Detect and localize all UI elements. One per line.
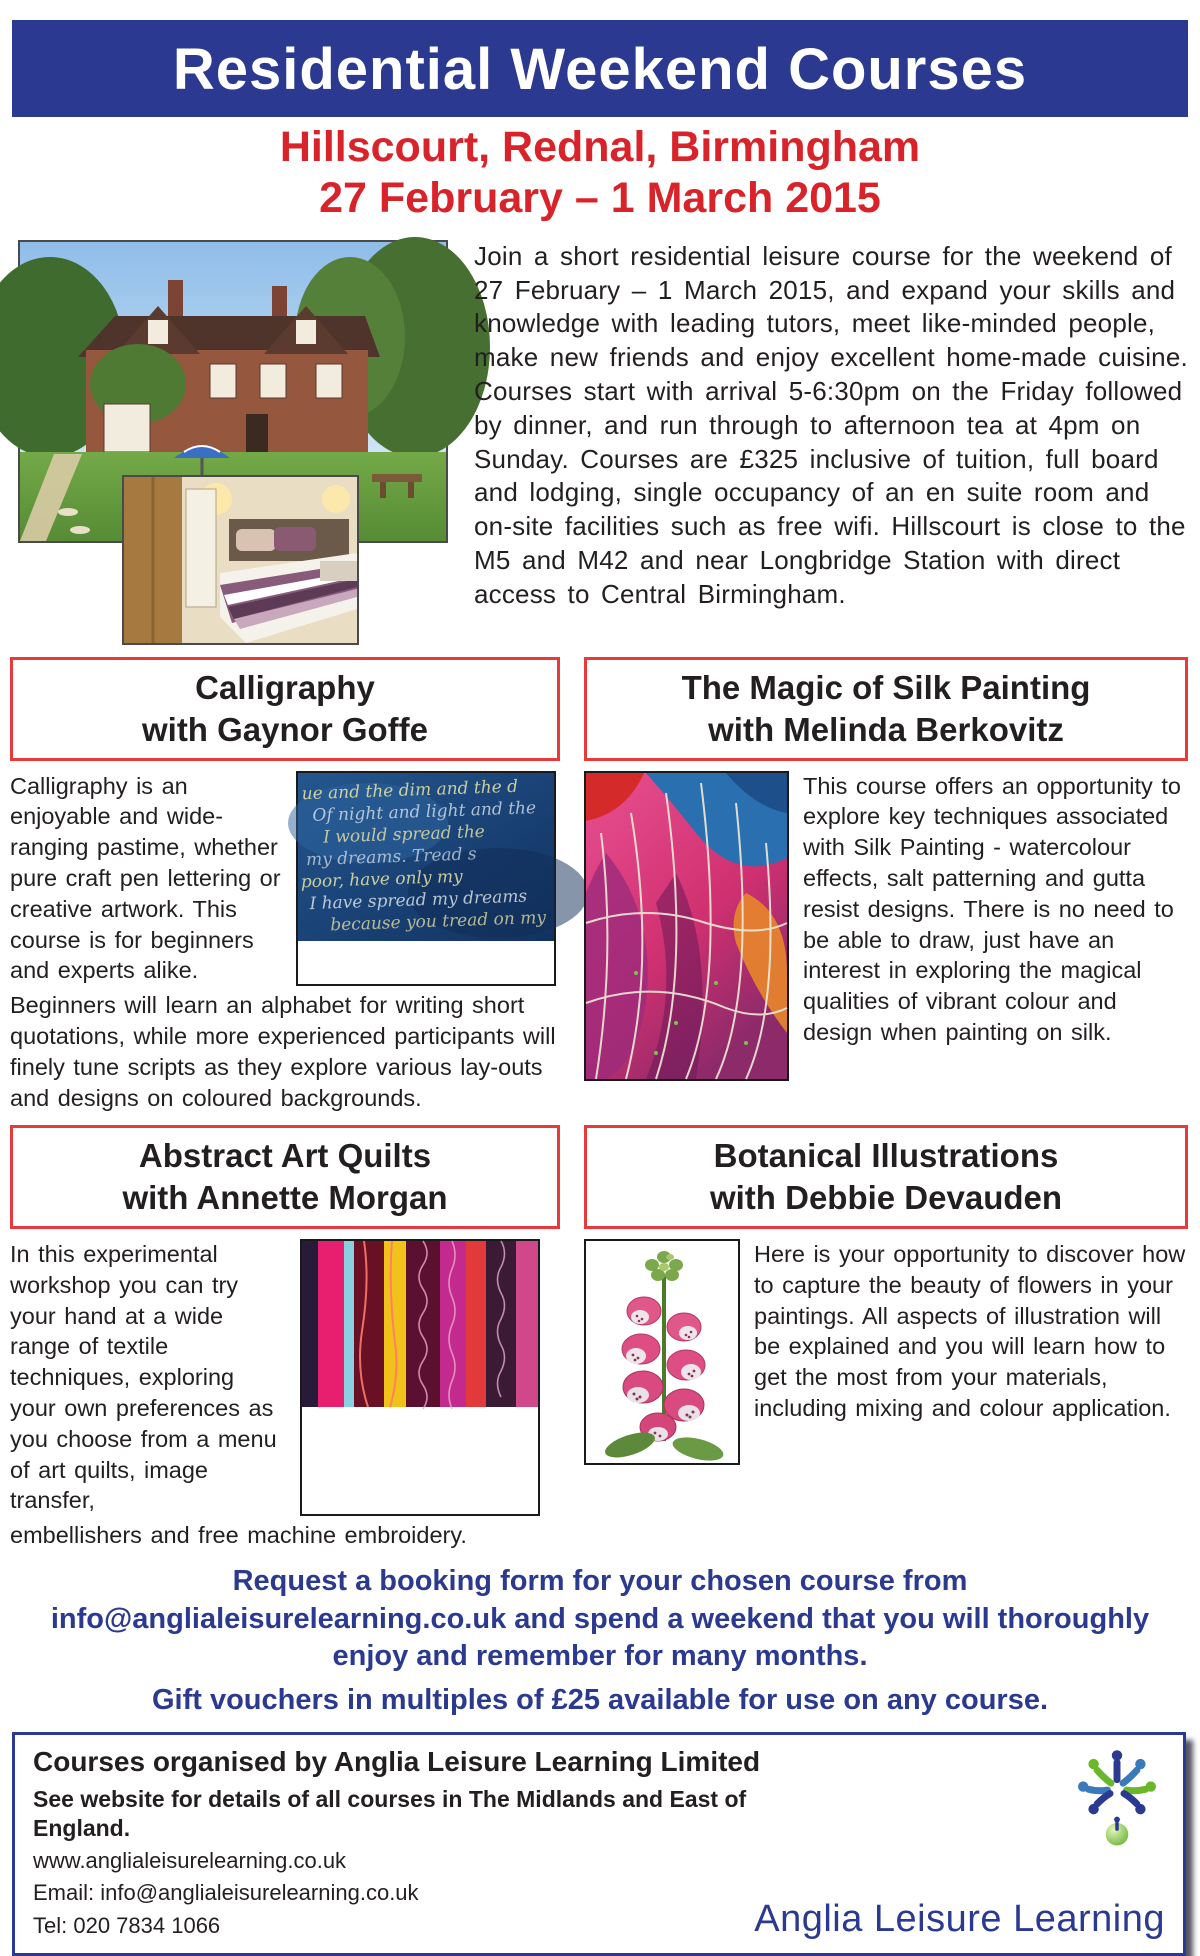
footer-website: www.anglialeisurelearning.co.uk bbox=[33, 1847, 347, 1873]
booking-section bbox=[0, 1551, 1200, 1720]
footer-email: Email: info@anglialeisurelearning.co.uk bbox=[33, 1880, 419, 1906]
svg-text:my dreams. Tread s: my dreams. Tread s bbox=[305, 843, 477, 870]
calligraphy-image bbox=[296, 771, 556, 986]
svg-text:Of night and light and the: Of night and light and the bbox=[312, 797, 537, 826]
svg-text:I would spread the: I would spread the bbox=[322, 821, 486, 848]
courses-grid bbox=[0, 645, 1200, 1551]
course-silk-painting bbox=[584, 657, 1188, 1081]
svg-text:because you tread on my: because you tread on my bbox=[329, 907, 547, 936]
dates-line: 27 February – 1 March 2015 bbox=[319, 174, 881, 223]
svg-text:ue and the dim and the d: ue and the dim and the d bbox=[301, 776, 519, 804]
footer-tel: Tel: 020 7834 1066 bbox=[33, 1912, 221, 1938]
intro-text: Join a short residential leisure course for the weekend of 27 February – 1 March 2015, and expand your skills and knowledge with leading tutors, meet like-minded people, make new friends and enjoy excellent home-made cuisine. Courses start with arrival 5-6:30pm on the Friday followed by dinner, and run through to afternoon tea at 4pm on Sunday. Courses are £325 inclusive of tuition, full board and lodging, single occupancy of an en suite room and on-site facilities such as free wifi. Hillscourt is close to the M5 and M42 and near Longbridge Station with direct access to Central Birmingham. bbox=[474, 240, 1188, 609]
course-tutor: with Debbie Devauden bbox=[709, 1179, 1063, 1217]
foxglove-image bbox=[584, 1239, 740, 1465]
page-title: Residential Weekend Courses bbox=[172, 37, 1028, 102]
course-abstract-quilts bbox=[10, 1125, 560, 1551]
intro-photos bbox=[18, 240, 458, 645]
course-description-extra: Beginners will learn an alphabet for writing short quotations, while more experienced participants will finely tune scripts as they explore various lay-outs and designs on coloured backgrounds. bbox=[10, 992, 556, 1111]
course-title-box bbox=[584, 657, 1188, 761]
course-botanical bbox=[584, 1125, 1188, 1465]
anglia-logo bbox=[1069, 1745, 1165, 1849]
location-line: Hillscourt, Rednal, Birmingham bbox=[279, 123, 921, 171]
course-title-box bbox=[584, 1125, 1188, 1229]
quilt-image bbox=[300, 1239, 540, 1516]
svg-text:poor, have only my: poor, have only my bbox=[300, 866, 463, 893]
booking-request-text: Request a booking form for your chosen course from info@anglialeisurelearning.co.uk and spend a weekend that you will thoroughly enjoy and remember for many months. bbox=[50, 1564, 1150, 1673]
footer bbox=[12, 1732, 1186, 1956]
course-description: Here is your opportunity to discover how to capture the beauty of flowers in your paintings. All aspects of illustration will be explained and you will learn how to get the most from your materials, including mixing and colour application. bbox=[754, 1241, 1186, 1421]
silk-painting-image bbox=[584, 771, 789, 1081]
course-title: The Magic of Silk Painting bbox=[681, 668, 1091, 706]
course-tutor: with Melinda Berkovitz bbox=[708, 710, 1064, 748]
course-description: In this experimental workshop you can try your hand at a wide range of textile techniques, exploring your own preferences as you choose from a menu of art quilts, image transfer, bbox=[10, 1241, 277, 1514]
brand-text: Anglia Leisure Learning bbox=[754, 1897, 1165, 1940]
course-calligraphy bbox=[10, 657, 560, 1113]
course-description-extra: embellishers and free machine embroidery. bbox=[10, 1522, 467, 1549]
svg-text:I have spread my dreams: I have spread my dreams bbox=[309, 886, 528, 914]
course-title-box bbox=[10, 1125, 560, 1229]
course-title-box bbox=[10, 657, 560, 761]
footer-brand-block bbox=[754, 1745, 1165, 1941]
footer-contact-block bbox=[33, 1745, 835, 1941]
course-description: Calligraphy is an enjoyable and wide-ranging pastime, whether pure craft pen lettering or creative artwork. This course is for beginners and experts alike. bbox=[10, 772, 281, 984]
course-title: Botanical Illustrations bbox=[713, 1137, 1059, 1175]
course-title: Abstract Art Quilts bbox=[138, 1137, 432, 1175]
bedroom-photo bbox=[122, 475, 359, 645]
footer-website-note: See website for details of all courses in The Midlands and East of England. bbox=[33, 1786, 747, 1841]
course-tutor: with Annette Morgan bbox=[122, 1179, 448, 1217]
gift-voucher-text: Gift vouchers in multiples of £25 available for use on any course. bbox=[151, 1683, 1049, 1716]
title-banner bbox=[12, 20, 1188, 117]
intro-section bbox=[0, 224, 1200, 645]
course-description: This course offers an opportunity to explore key techniques associated with Silk Painting - watercolour effects, salt patterning and gutta resist designs. There is no need to be able to draw, just have an interest in exploring the magical qualities of vibrant colour and design when painting on silk. bbox=[803, 772, 1181, 1045]
course-tutor: with Gaynor Goffe bbox=[141, 710, 428, 748]
footer-organiser: Courses organised by Anglia Leisure Learning Limited bbox=[33, 1745, 761, 1777]
course-title: Calligraphy bbox=[195, 668, 375, 706]
